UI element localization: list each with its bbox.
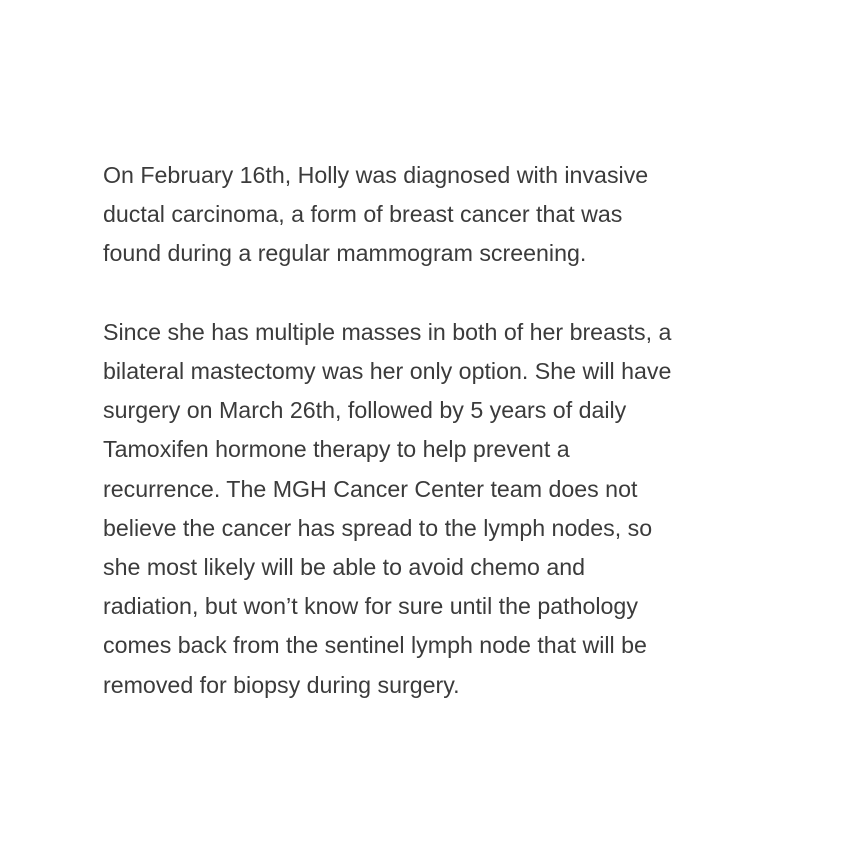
text-line: believe the cancer has spread to the lymph nodes, so: [103, 514, 653, 541]
text-line: comes back from the sentinel lymph node that will be: [103, 632, 647, 659]
text-line: radiation, but won’t know for sure until the pathology: [103, 593, 638, 620]
text-line: recurrence. The MGH Cancer Center team does not: [103, 475, 638, 502]
text-line: surgery on March 26th, followed by 5 years of daily: [103, 397, 627, 424]
text-line: Tamoxifen hormone therapy to help prevent a: [103, 436, 570, 463]
text-line: bilateral mastectomy was her only option. She will have: [103, 358, 672, 384]
paragraph-treatment: [103, 313, 763, 705]
text-block: [103, 156, 763, 705]
paragraph-diagnosis: [103, 156, 763, 274]
text-line: removed for biopsy during surgery.: [103, 671, 460, 698]
text-line: found during a regular mammogram screening.: [103, 240, 587, 267]
text-line: Since she has multiple masses in both of her breasts, a: [103, 318, 672, 345]
text-line: On February 16th, Holly was diagnosed with invasive: [103, 162, 649, 188]
text-line: ductal carcinoma, a form of breast cancer that was: [103, 201, 623, 228]
text-line: she most likely will be able to avoid chemo and: [103, 554, 586, 581]
